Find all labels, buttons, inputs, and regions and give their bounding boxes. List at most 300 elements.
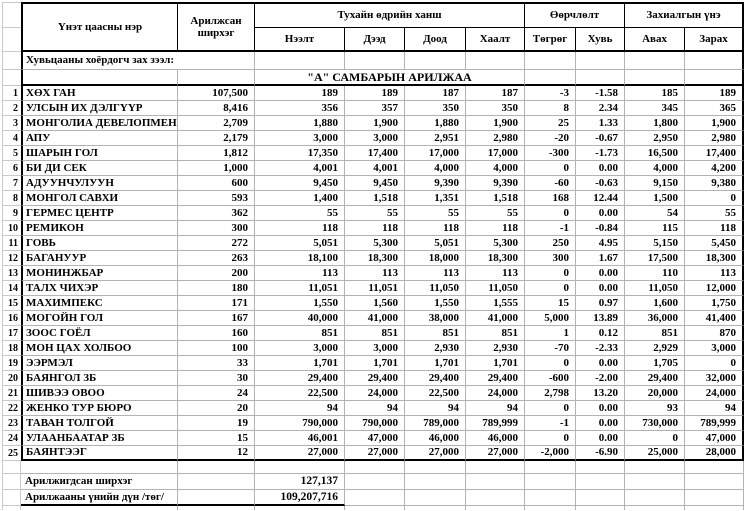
cell-sell-order[interactable]: 94 <box>685 401 744 416</box>
cell-sell-order[interactable]: 0 <box>685 356 744 371</box>
cell-close[interactable]: 1,555 <box>466 296 525 311</box>
cell-high[interactable]: 17,400 <box>345 146 405 161</box>
cell-close[interactable]: 2,930 <box>466 341 525 356</box>
cell-change-tugrik[interactable]: 8 <box>525 101 576 116</box>
cell-change-tugrik[interactable]: 250 <box>525 236 576 251</box>
cell-sell-order[interactable]: 47,000 <box>685 431 744 446</box>
cell-change-tugrik[interactable]: 1 <box>525 326 576 341</box>
empty-cell[interactable] <box>178 461 255 474</box>
footer-traded-quantity-value[interactable]: 127,137 <box>255 474 345 490</box>
row-number[interactable]: 4 <box>2 131 21 146</box>
cell-low[interactable]: 29,400 <box>405 371 466 386</box>
empty-cell[interactable] <box>685 52 744 70</box>
empty-cell[interactable] <box>345 52 405 70</box>
cell-buy-order[interactable]: 25,000 <box>625 446 685 461</box>
cell-low[interactable]: 46,000 <box>405 431 466 446</box>
cell-change-percent[interactable]: 0.00 <box>576 281 625 296</box>
cell-close[interactable]: 5,300 <box>466 236 525 251</box>
cell-high[interactable]: 55 <box>345 206 405 221</box>
cell-open[interactable]: 94 <box>255 401 345 416</box>
cell-security-name[interactable]: ЗООС ГОЁЛ <box>21 326 178 341</box>
cell-close[interactable]: 350 <box>466 101 525 116</box>
row-number[interactable]: 16 <box>2 311 21 326</box>
cell-security-name[interactable]: БАЯНТЭЭГ <box>21 446 178 461</box>
cell-change-percent[interactable]: -1.73 <box>576 146 625 161</box>
cell-close[interactable]: 2,980 <box>466 131 525 146</box>
cell-traded-quantity[interactable]: 167 <box>178 311 255 326</box>
cell-low[interactable]: 27,000 <box>405 446 466 461</box>
row-number[interactable]: 11 <box>2 236 21 251</box>
cell-close[interactable]: 118 <box>466 221 525 236</box>
cell-change-tugrik[interactable]: -1 <box>525 416 576 431</box>
cell-open[interactable]: 1,400 <box>255 191 345 206</box>
cell-traded-quantity[interactable]: 200 <box>178 266 255 281</box>
cell-change-percent[interactable]: -6.90 <box>576 446 625 461</box>
cell-security-name[interactable]: ГЕРМЕС ЦЕНТР <box>21 206 178 221</box>
cell-sell-order[interactable]: 2,980 <box>685 131 744 146</box>
cell-traded-quantity[interactable]: 180 <box>178 281 255 296</box>
cell-change-tugrik[interactable]: -70 <box>525 341 576 356</box>
row-number[interactable]: 3 <box>2 116 21 131</box>
empty-cell[interactable] <box>685 70 744 86</box>
cell-sell-order[interactable]: 1,900 <box>685 116 744 131</box>
cell-security-name[interactable]: ГОВЬ <box>21 236 178 251</box>
cell-change-tugrik[interactable]: 0 <box>525 161 576 176</box>
cell-sell-order[interactable]: 789,999 <box>685 416 744 431</box>
cell-sell-order[interactable]: 17,400 <box>685 146 744 161</box>
cell-high[interactable]: 3,000 <box>345 341 405 356</box>
cell-buy-order[interactable]: 11,050 <box>625 281 685 296</box>
cell-open[interactable]: 4,001 <box>255 161 345 176</box>
cell-buy-order[interactable]: 730,000 <box>625 416 685 431</box>
cell-buy-order[interactable]: 345 <box>625 101 685 116</box>
cell-change-percent[interactable]: -0.63 <box>576 176 625 191</box>
cell-close[interactable]: 18,300 <box>466 251 525 266</box>
cell-sell-order[interactable]: 18,300 <box>685 251 744 266</box>
cell-buy-order[interactable]: 36,000 <box>625 311 685 326</box>
cell-high[interactable]: 27,000 <box>345 446 405 461</box>
empty-cell[interactable] <box>625 461 685 474</box>
empty-cell[interactable] <box>255 52 345 70</box>
col-header-change-tugrik[interactable]: Төгрөг <box>525 28 576 52</box>
cell-open[interactable]: 356 <box>255 101 345 116</box>
cell-open[interactable]: 11,051 <box>255 281 345 296</box>
cell-open[interactable]: 29,400 <box>255 371 345 386</box>
cell-change-percent[interactable]: 1.67 <box>576 251 625 266</box>
col-header-close[interactable]: Хаалт <box>466 28 525 52</box>
cell-close[interactable]: 55 <box>466 206 525 221</box>
empty-cell[interactable] <box>466 474 525 490</box>
cell-buy-order[interactable]: 93 <box>625 401 685 416</box>
col-header-traded-quantity[interactable]: Арилжсан ширхэг <box>178 2 255 52</box>
empty-cell[interactable] <box>405 52 466 70</box>
cell-change-tugrik[interactable]: 0 <box>525 281 576 296</box>
cell-high[interactable]: 94 <box>345 401 405 416</box>
cell-security-name[interactable]: БИ ДИ СЕК <box>21 161 178 176</box>
row-number[interactable]: 14 <box>2 281 21 296</box>
footer-total-amount-label[interactable]: Арилжааны үнийн дүн /төг/ <box>21 490 178 506</box>
col-header-low[interactable]: Доод <box>405 28 466 52</box>
cell-high[interactable]: 189 <box>345 86 405 101</box>
cell-open[interactable]: 790,000 <box>255 416 345 431</box>
cell-sell-order[interactable]: 189 <box>685 86 744 101</box>
cell-sell-order[interactable]: 24,000 <box>685 386 744 401</box>
cell-security-name[interactable]: ШАРЫН ГОЛ <box>21 146 178 161</box>
cell-traded-quantity[interactable]: 1,812 <box>178 146 255 161</box>
cell-security-name[interactable]: МОН ЦАХ ХОЛБОО <box>21 341 178 356</box>
cell-buy-order[interactable]: 9,150 <box>625 176 685 191</box>
cell-open[interactable]: 5,051 <box>255 236 345 251</box>
cell-high[interactable]: 24,000 <box>345 386 405 401</box>
cell-close[interactable]: 1,900 <box>466 116 525 131</box>
cell-open[interactable]: 189 <box>255 86 345 101</box>
row-number[interactable]: 2 <box>2 101 21 116</box>
cell-close[interactable]: 9,390 <box>466 176 525 191</box>
cell-low[interactable]: 789,000 <box>405 416 466 431</box>
cell-change-tugrik[interactable]: 2,798 <box>525 386 576 401</box>
cell-close[interactable]: 24,000 <box>466 386 525 401</box>
empty-cell[interactable] <box>625 474 685 490</box>
cell-buy-order[interactable]: 29,400 <box>625 371 685 386</box>
cell-security-name[interactable]: ХӨХ ГАН <box>21 86 178 101</box>
row-number[interactable]: 1 <box>2 86 21 101</box>
row-number[interactable]: 20 <box>2 371 21 386</box>
empty-cell[interactable] <box>405 461 466 474</box>
cell-traded-quantity[interactable]: 1,000 <box>178 161 255 176</box>
cell-security-name[interactable]: МОНИНЖБАР <box>21 266 178 281</box>
cell-security-name[interactable]: УЛСЫН ИХ ДЭЛГҮҮР <box>21 101 178 116</box>
cell-close[interactable]: 41,000 <box>466 311 525 326</box>
cell-high[interactable]: 113 <box>345 266 405 281</box>
cell-high[interactable]: 3,000 <box>345 131 405 146</box>
row-number[interactable]: 18 <box>2 341 21 356</box>
empty-cell[interactable] <box>21 461 178 474</box>
cell-buy-order[interactable]: 1,705 <box>625 356 685 371</box>
row-number[interactable]: 25 <box>2 446 21 461</box>
cell-change-tugrik[interactable]: -300 <box>525 146 576 161</box>
cell-high[interactable]: 118 <box>345 221 405 236</box>
row-number[interactable]: 8 <box>2 191 21 206</box>
cell-low[interactable]: 1,880 <box>405 116 466 131</box>
row-number[interactable]: 9 <box>2 206 21 221</box>
cell-traded-quantity[interactable]: 20 <box>178 401 255 416</box>
cell-change-tugrik[interactable]: 5,000 <box>525 311 576 326</box>
cell-change-percent[interactable]: 0.12 <box>576 326 625 341</box>
cell-open[interactable]: 1,550 <box>255 296 345 311</box>
empty-cell[interactable] <box>345 490 405 506</box>
cell-sell-order[interactable]: 3,000 <box>685 341 744 356</box>
cell-traded-quantity[interactable]: 33 <box>178 356 255 371</box>
cell-security-name[interactable]: МОНГОЛИА ДЕВЕЛОПМЕН <box>21 116 178 131</box>
cell-low[interactable]: 9,390 <box>405 176 466 191</box>
cell-buy-order[interactable]: 17,500 <box>625 251 685 266</box>
cell-change-percent[interactable]: 12.44 <box>576 191 625 206</box>
empty-cell[interactable] <box>625 490 685 506</box>
cell-low[interactable]: 1,550 <box>405 296 466 311</box>
cell-change-tugrik[interactable]: 15 <box>525 296 576 311</box>
col-header-buy[interactable]: Авах <box>625 28 685 52</box>
empty-cell[interactable] <box>466 461 525 474</box>
empty-cell[interactable] <box>178 70 255 86</box>
cell-high[interactable]: 1,701 <box>345 356 405 371</box>
empty-cell[interactable] <box>576 490 625 506</box>
cell-traded-quantity[interactable]: 362 <box>178 206 255 221</box>
cell-sell-order[interactable]: 55 <box>685 206 744 221</box>
cell-traded-quantity[interactable]: 272 <box>178 236 255 251</box>
empty-cell[interactable] <box>576 461 625 474</box>
cell-change-percent[interactable]: 0.00 <box>576 401 625 416</box>
cell-low[interactable]: 18,000 <box>405 251 466 266</box>
cell-traded-quantity[interactable]: 2,709 <box>178 116 255 131</box>
footer-total-amount-value[interactable]: 109,207,716 <box>255 490 345 506</box>
cell-high[interactable]: 357 <box>345 101 405 116</box>
empty-cell[interactable] <box>625 52 685 70</box>
empty-cell[interactable] <box>576 70 625 86</box>
col-header-sell[interactable]: Зарах <box>685 28 744 52</box>
cell-close[interactable]: 94 <box>466 401 525 416</box>
cell-high[interactable]: 790,000 <box>345 416 405 431</box>
cell-change-percent[interactable]: 13.20 <box>576 386 625 401</box>
group-header-order-price[interactable]: Захиалгын үнэ <box>625 2 744 28</box>
empty-cell[interactable] <box>525 490 576 506</box>
cell-change-tugrik[interactable]: 168 <box>525 191 576 206</box>
cell-close[interactable]: 1,518 <box>466 191 525 206</box>
cell-high[interactable]: 1,518 <box>345 191 405 206</box>
cell-security-name[interactable]: ЖЕНКО ТУР БЮРО <box>21 401 178 416</box>
cell-security-name[interactable]: ТАВАН ТОЛГОЙ <box>21 416 178 431</box>
cell-open[interactable]: 55 <box>255 206 345 221</box>
cell-traded-quantity[interactable]: 171 <box>178 296 255 311</box>
empty-cell[interactable] <box>345 474 405 490</box>
cell-open[interactable]: 9,450 <box>255 176 345 191</box>
cell-change-tugrik[interactable]: 0 <box>525 266 576 281</box>
cell-open[interactable]: 17,350 <box>255 146 345 161</box>
cell-change-percent[interactable]: -1.58 <box>576 86 625 101</box>
cell-traded-quantity[interactable]: 30 <box>178 371 255 386</box>
empty-cell[interactable] <box>525 474 576 490</box>
cell-change-tugrik[interactable]: 0 <box>525 206 576 221</box>
cell-low[interactable]: 851 <box>405 326 466 341</box>
cell-open[interactable]: 113 <box>255 266 345 281</box>
cell-security-name[interactable]: АПУ <box>21 131 178 146</box>
cell-sell-order[interactable]: 365 <box>685 101 744 116</box>
cell-change-percent[interactable]: -2.33 <box>576 341 625 356</box>
cell-low[interactable]: 1,701 <box>405 356 466 371</box>
empty-cell[interactable] <box>576 474 625 490</box>
cell-traded-quantity[interactable]: 600 <box>178 176 255 191</box>
cell-open[interactable]: 1,701 <box>255 356 345 371</box>
footer-traded-quantity-label[interactable]: Арилжигдсан ширхэг <box>21 474 178 490</box>
col-header-high[interactable]: Дээд <box>345 28 405 52</box>
empty-cell[interactable] <box>685 490 744 506</box>
cell-security-name[interactable]: ЭЭРМЭЛ <box>21 356 178 371</box>
cell-buy-order[interactable]: 2,950 <box>625 131 685 146</box>
cell-security-name[interactable]: БАЯНГОЛ ЗБ <box>21 371 178 386</box>
cell-low[interactable]: 2,951 <box>405 131 466 146</box>
cell-high[interactable]: 1,900 <box>345 116 405 131</box>
empty-cell[interactable] <box>525 70 576 86</box>
cell-change-percent[interactable]: 0.00 <box>576 431 625 446</box>
cell-traded-quantity[interactable]: 300 <box>178 221 255 236</box>
section-label-secondary-market[interactable]: Хувьцааны хоёрдогч зах зээл: <box>21 52 255 70</box>
cell-change-percent[interactable]: 0.00 <box>576 416 625 431</box>
cell-sell-order[interactable]: 113 <box>685 266 744 281</box>
cell-close[interactable]: 27,000 <box>466 446 525 461</box>
cell-change-tugrik[interactable]: -600 <box>525 371 576 386</box>
cell-low[interactable]: 118 <box>405 221 466 236</box>
cell-change-tugrik[interactable]: -60 <box>525 176 576 191</box>
cell-low[interactable]: 55 <box>405 206 466 221</box>
cell-sell-order[interactable]: 32,000 <box>685 371 744 386</box>
empty-cell[interactable] <box>405 474 466 490</box>
row-number[interactable]: 21 <box>2 386 21 401</box>
cell-change-tugrik[interactable]: -20 <box>525 131 576 146</box>
empty-cell[interactable] <box>178 490 255 506</box>
cell-low[interactable]: 5,051 <box>405 236 466 251</box>
cell-close[interactable]: 851 <box>466 326 525 341</box>
cell-buy-order[interactable]: 1,800 <box>625 116 685 131</box>
cell-close[interactable]: 46,000 <box>466 431 525 446</box>
cell-change-percent[interactable]: 0.00 <box>576 266 625 281</box>
cell-buy-order[interactable]: 1,600 <box>625 296 685 311</box>
cell-open[interactable]: 851 <box>255 326 345 341</box>
cell-sell-order[interactable]: 9,380 <box>685 176 744 191</box>
row-number[interactable]: 6 <box>2 161 21 176</box>
cell-change-tugrik[interactable]: -2,000 <box>525 446 576 461</box>
cell-buy-order[interactable]: 4,000 <box>625 161 685 176</box>
cell-change-percent[interactable]: 0.00 <box>576 161 625 176</box>
cell-change-percent[interactable]: -0.84 <box>576 221 625 236</box>
cell-change-percent[interactable]: 0.97 <box>576 296 625 311</box>
cell-buy-order[interactable]: 16,500 <box>625 146 685 161</box>
cell-low[interactable]: 187 <box>405 86 466 101</box>
cell-security-name[interactable]: ШИВЭЭ ОВОО <box>21 386 178 401</box>
row-number[interactable]: 7 <box>2 176 21 191</box>
cell-close[interactable]: 1,701 <box>466 356 525 371</box>
cell-change-percent[interactable]: -2.00 <box>576 371 625 386</box>
cell-sell-order[interactable]: 12,000 <box>685 281 744 296</box>
cell-buy-order[interactable]: 185 <box>625 86 685 101</box>
cell-traded-quantity[interactable]: 2,179 <box>178 131 255 146</box>
cell-high[interactable]: 47,000 <box>345 431 405 446</box>
cell-high[interactable]: 18,300 <box>345 251 405 266</box>
board-title[interactable]: "А" САМБАРЫН АРИЛЖАА <box>255 70 525 86</box>
cell-buy-order[interactable]: 115 <box>625 221 685 236</box>
cell-low[interactable]: 22,500 <box>405 386 466 401</box>
empty-cell[interactable] <box>466 490 525 506</box>
row-number[interactable]: 22 <box>2 401 21 416</box>
cell-close[interactable]: 789,999 <box>466 416 525 431</box>
cell-close[interactable]: 4,000 <box>466 161 525 176</box>
cell-close[interactable]: 113 <box>466 266 525 281</box>
cell-change-percent[interactable]: 0.00 <box>576 206 625 221</box>
cell-sell-order[interactable]: 41,400 <box>685 311 744 326</box>
cell-low[interactable]: 350 <box>405 101 466 116</box>
cell-change-tugrik[interactable]: 0 <box>525 401 576 416</box>
cell-sell-order[interactable]: 28,000 <box>685 446 744 461</box>
cell-change-tugrik[interactable]: 0 <box>525 356 576 371</box>
cell-security-name[interactable]: ТАЛХ ЧИХЭР <box>21 281 178 296</box>
cell-low[interactable]: 38,000 <box>405 311 466 326</box>
cell-change-tugrik[interactable]: 0 <box>525 431 576 446</box>
cell-change-tugrik[interactable]: -1 <box>525 221 576 236</box>
cell-change-tugrik[interactable]: 300 <box>525 251 576 266</box>
row-number[interactable]: 5 <box>2 146 21 161</box>
cell-traded-quantity[interactable]: 100 <box>178 341 255 356</box>
row-number[interactable]: 24 <box>2 431 21 446</box>
cell-high[interactable]: 29,400 <box>345 371 405 386</box>
cell-change-tugrik[interactable]: 25 <box>525 116 576 131</box>
cell-change-percent[interactable]: 13.89 <box>576 311 625 326</box>
row-number[interactable]: 10 <box>2 221 21 236</box>
cell-security-name[interactable]: МОНГОЛ САВХИ <box>21 191 178 206</box>
cell-low[interactable]: 94 <box>405 401 466 416</box>
cell-sell-order[interactable]: 118 <box>685 221 744 236</box>
cell-traded-quantity[interactable]: 8,416 <box>178 101 255 116</box>
row-number[interactable]: 13 <box>2 266 21 281</box>
cell-low[interactable]: 4,000 <box>405 161 466 176</box>
empty-cell[interactable] <box>21 70 178 86</box>
cell-sell-order[interactable]: 4,200 <box>685 161 744 176</box>
cell-low[interactable]: 17,000 <box>405 146 466 161</box>
cell-traded-quantity[interactable]: 160 <box>178 326 255 341</box>
cell-traded-quantity[interactable]: 107,500 <box>178 86 255 101</box>
cell-high[interactable]: 11,051 <box>345 281 405 296</box>
col-header-security-name[interactable]: Үнэт цаасны нэр <box>21 2 178 52</box>
cell-change-tugrik[interactable]: -3 <box>525 86 576 101</box>
group-header-day-price[interactable]: Тухайн өдрийн ханш <box>255 2 525 28</box>
cell-close[interactable]: 187 <box>466 86 525 101</box>
empty-cell[interactable] <box>178 474 255 490</box>
cell-traded-quantity[interactable]: 15 <box>178 431 255 446</box>
cell-security-name[interactable]: УЛААНБААТАР ЗБ <box>21 431 178 446</box>
cell-close[interactable]: 11,050 <box>466 281 525 296</box>
cell-buy-order[interactable]: 851 <box>625 326 685 341</box>
cell-sell-order[interactable]: 870 <box>685 326 744 341</box>
cell-sell-order[interactable]: 1,750 <box>685 296 744 311</box>
cell-open[interactable]: 18,100 <box>255 251 345 266</box>
cell-change-percent[interactable]: -0.67 <box>576 131 625 146</box>
empty-cell[interactable] <box>466 52 525 70</box>
empty-cell[interactable] <box>525 52 576 70</box>
empty-cell[interactable] <box>255 461 345 474</box>
col-header-change-percent[interactable]: Хувь <box>576 28 625 52</box>
row-number[interactable]: 15 <box>2 296 21 311</box>
cell-sell-order[interactable]: 0 <box>685 191 744 206</box>
cell-security-name[interactable]: МОГОЙН ГОЛ <box>21 311 178 326</box>
cell-security-name[interactable]: РЕМИКОН <box>21 221 178 236</box>
cell-low[interactable]: 2,930 <box>405 341 466 356</box>
cell-buy-order[interactable]: 1,500 <box>625 191 685 206</box>
empty-cell[interactable] <box>525 461 576 474</box>
row-number[interactable]: 12 <box>2 251 21 266</box>
cell-low[interactable]: 113 <box>405 266 466 281</box>
cell-close[interactable]: 29,400 <box>466 371 525 386</box>
empty-cell[interactable] <box>345 461 405 474</box>
empty-cell[interactable] <box>405 490 466 506</box>
cell-security-name[interactable]: АДУУНЧУЛУУН <box>21 176 178 191</box>
cell-buy-order[interactable]: 110 <box>625 266 685 281</box>
cell-high[interactable]: 5,300 <box>345 236 405 251</box>
cell-open[interactable]: 27,000 <box>255 446 345 461</box>
row-number[interactable]: 23 <box>2 416 21 431</box>
cell-traded-quantity[interactable]: 263 <box>178 251 255 266</box>
cell-buy-order[interactable]: 0 <box>625 431 685 446</box>
cell-buy-order[interactable]: 20,000 <box>625 386 685 401</box>
cell-sell-order[interactable]: 5,450 <box>685 236 744 251</box>
cell-open[interactable]: 22,500 <box>255 386 345 401</box>
cell-buy-order[interactable]: 5,150 <box>625 236 685 251</box>
